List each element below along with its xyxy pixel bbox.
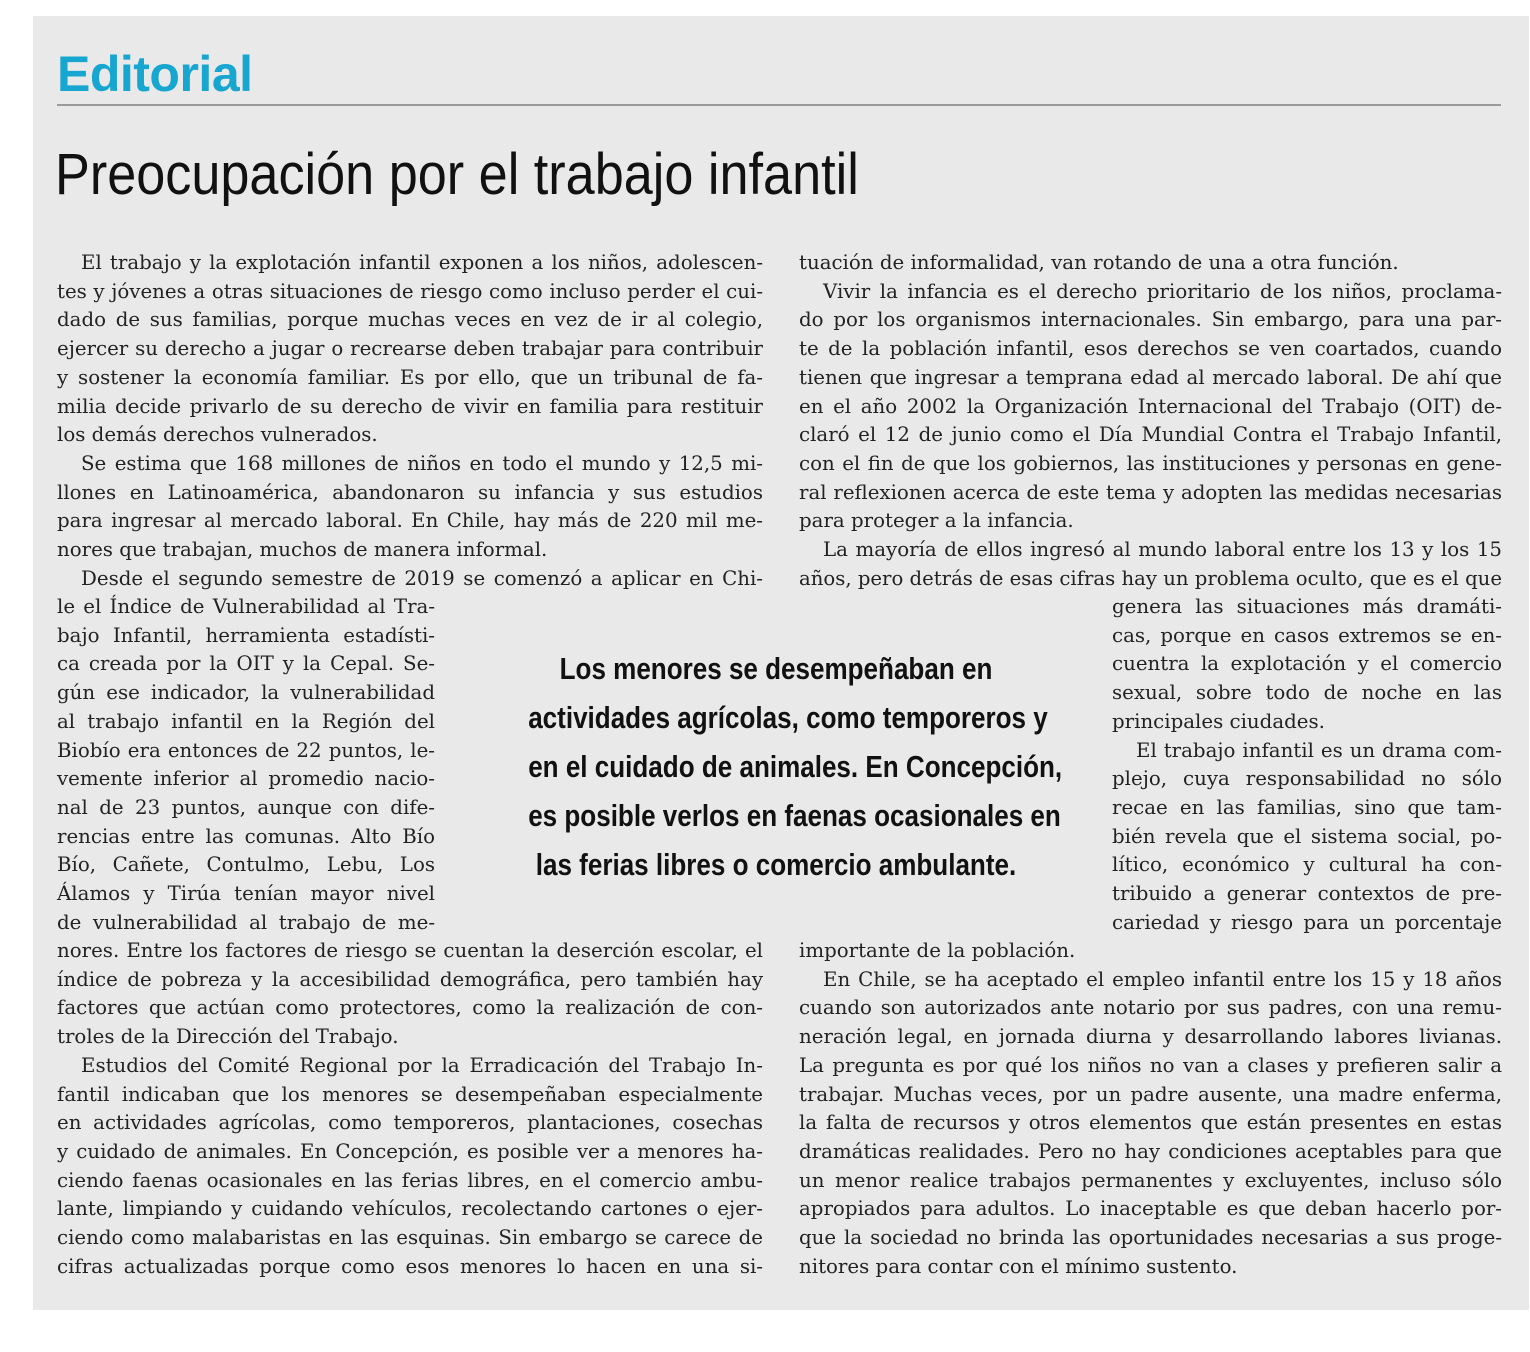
text-line: te de la población infantil, esos derechos se ven coartados, cuando [799,337,1502,361]
text-line: bajo Infantil, herramienta estadísti- [57,623,435,647]
text-line: tuación de informalidad, van rotando de una a otra función. [799,251,1399,274]
pull-quote-line: Los menores se desempeñaban en [559,651,993,686]
text-line: que la sociedad no brinda las oportunidades necesarias a sus proge- [799,1226,1502,1250]
text-line: en el año 2002 la Organización Internacional del Trabajo (OIT) de- [799,394,1502,418]
text-line: bién revela que el sistema social, po- [1112,824,1502,848]
text-line: con el fin de que los gobiernos, las instituciones y personas en gene- [799,451,1502,475]
text-line: nitores para contar con el mínimo sustento. [799,1254,1238,1278]
text-line: troles de la Dirección del Trabajo. [57,1025,399,1049]
text-line: claró el 12 de junio como el Día Mundial Contra el Trabajo Infantil, [799,423,1502,447]
text-line: lante, limpiando y cuidando vehículos, recolectando cartones o ejer- [57,1197,763,1221]
text-line: cuando son autorizados ante notario por sus padres, con una remu- [799,996,1502,1020]
text-line: y cuidado de animales. En Concepción, es posible ver a menores ha- [57,1139,763,1163]
text-line: principales ciudades. [1112,709,1325,733]
pull-quote-line: en el cuidado de animales. En Concepción, [528,749,1063,784]
column-1-bottom [57,937,763,1281]
text-line: tribuido a generar contextos de pre- [1112,882,1502,906]
text-line: llones en Latinoamérica, abandonaron su infancia y sus estudios [57,480,763,504]
text-line: cariedad y riesgo para un porcentaje [1112,910,1502,934]
section-label: Editorial [57,46,253,102]
text-line: En Chile, se ha aceptado el empleo infantil entre los 15 y 18 años [823,967,1502,991]
text-line: cuentra la explotación y el comercio [1112,652,1502,676]
text-line: Bío, Cañete, Contulmo, Lebu, Los [57,853,435,877]
text-line: Desde el segundo semestre de 2019 se comenzó a aplicar en Chi- [81,566,763,590]
text-line: ejercer su derecho a jugar o recrearse deben trabajar para contribuir [57,337,763,361]
text-line: cifras actualizadas porque como esos menores lo hacen en una si- [57,1254,763,1278]
text-line: La mayoría de ellos ingresó al mundo laboral entre los 13 y los 15 [823,538,1502,562]
text-line: sexual, sobre todo de noche en las [1112,681,1502,705]
text-line: tes y jóvenes a otras situaciones de riesgo como incluso perder el cui- [57,279,763,303]
text-line: cas, porque en casos extremos se en- [1112,623,1502,647]
text-line: dado de sus familias, porque muchas veces en vez de ir al colegio, [57,308,763,332]
text-line: rencias entre las comunas. Alto Bío [57,824,435,848]
text-line: tienen que ingresar a temprana edad al mercado laboral. De ahí que [799,365,1502,389]
text-line: El trabajo infantil es un drama com- [1136,738,1502,762]
column-2-narrow [1112,593,1502,937]
text-line: milia decide privarlo de su derecho de vivir en familia para restituir [57,394,763,418]
text-line: Álamos y Tirúa tenían mayor nivel [57,882,435,906]
headline: Preocupación por el trabajo infantil [55,142,859,207]
text-line: nores. Entre los factores de riesgo se cuentan la deserción escolar, el [57,939,763,962]
text-line: Estudios del Comité Regional por la Erradicación del Trabajo In- [81,1053,763,1077]
text-line: El trabajo y la explotación infantil exponen a los niños, adolescen- [81,251,763,274]
text-line: lítico, económico y cultural ha con- [1112,853,1502,877]
text-line: le el Índice de Vulnerabilidad al Tra- [57,595,435,618]
text-line: nores que trabajan, muchos de manera informal. [57,538,548,562]
text-line: vemente inferior al promedio nacio- [57,767,435,791]
text-line: gún ese indicador, la vulnerabilidad [57,681,435,705]
pull-quote-line: es posible verlos en faenas ocasionales en [528,798,1061,833]
pull-quote [481,644,1071,889]
section-divider [57,104,1501,106]
text-line: factores que actúan como protectores, como la realización de con- [57,996,763,1020]
text-line: ciendo como malabaristas en las esquinas. Sin embargo se carece de [57,1226,763,1250]
column-2-top [799,249,1502,593]
text-line: dramáticas realidades. Pero no hay condiciones aceptables para que [799,1139,1502,1163]
text-line: para proteger a la infancia. [799,509,1074,533]
editorial-page [33,16,1529,1310]
column-2-bottom [799,937,1502,1281]
text-line: los demás derechos vulnerados. [57,423,378,447]
text-line: ciendo faenas ocasionales en las ferias libres, en el comercio ambu- [57,1168,763,1192]
text-line: Biobío era entonces de 22 puntos, le- [57,738,435,762]
text-line: Se estima que 168 millones de niños en todo el mundo y 12,5 mi- [81,451,763,475]
text-line: ca creada por la OIT y la Cepal. Se- [57,652,435,676]
column-1-narrow [57,593,435,937]
text-line: para ingresar al mercado laboral. En Chile, hay más de 220 mil me- [57,509,763,533]
pull-quote-line: actividades agrícolas, como temporeros y [528,700,1048,735]
text-line: en actividades agrícolas, como temporeros, plantaciones, cosechas [57,1111,763,1135]
text-line: plejo, cuya responsabilidad no sólo [1112,767,1502,791]
text-line: al trabajo infantil en la Región del [57,709,435,733]
text-line: fantil indicaban que los menores se desempeñaban especialmente [57,1082,763,1106]
text-line: y sostener la economía familiar. Es por ello, que un tribunal de fa- [57,365,763,389]
pull-quote-line: las ferias libres o comercio ambulante. [535,847,1017,882]
text-line: do por los organismos internacionales. Sin embargo, para una par- [799,308,1502,332]
text-line: de vulnerabilidad al trabajo de me- [57,910,435,934]
text-line: un menor realice trabajos permanentes y excluyentes, incluso sólo [799,1168,1502,1192]
text-line: genera las situaciones más dramáti- [1112,595,1502,618]
text-line: nal de 23 puntos, aunque con dife- [57,795,435,819]
text-line: apropiados para adultos. Lo inaceptable es que deban hacerlo por- [799,1197,1502,1221]
text-line: años, pero detrás de esas cifras hay un problema oculto, que es el que [799,566,1502,590]
text-line: ral reflexionen acerca de este tema y adopten las medidas necesarias [799,480,1502,504]
column-1-top [57,249,763,593]
text-line: neración legal, en jornada diurna y desarrollando labores livianas. [799,1025,1502,1049]
text-line: Vivir la infancia es el derecho prioritario de los niños, proclama- [823,279,1502,303]
text-line: índice de pobreza y la accesibilidad demográfica, pero también hay [57,967,763,991]
text-line: La pregunta es por qué los niños no van a clases y prefieren salir a [799,1053,1502,1077]
text-line: importante de la población. [799,939,1076,962]
text-line: trabajar. Muchas veces, por un padre ausente, una madre enferma, [799,1082,1502,1106]
text-line: la falta de recursos y otros elementos que están presentes en estas [799,1111,1502,1135]
text-line: recae en las familias, sino que tam- [1112,795,1502,819]
